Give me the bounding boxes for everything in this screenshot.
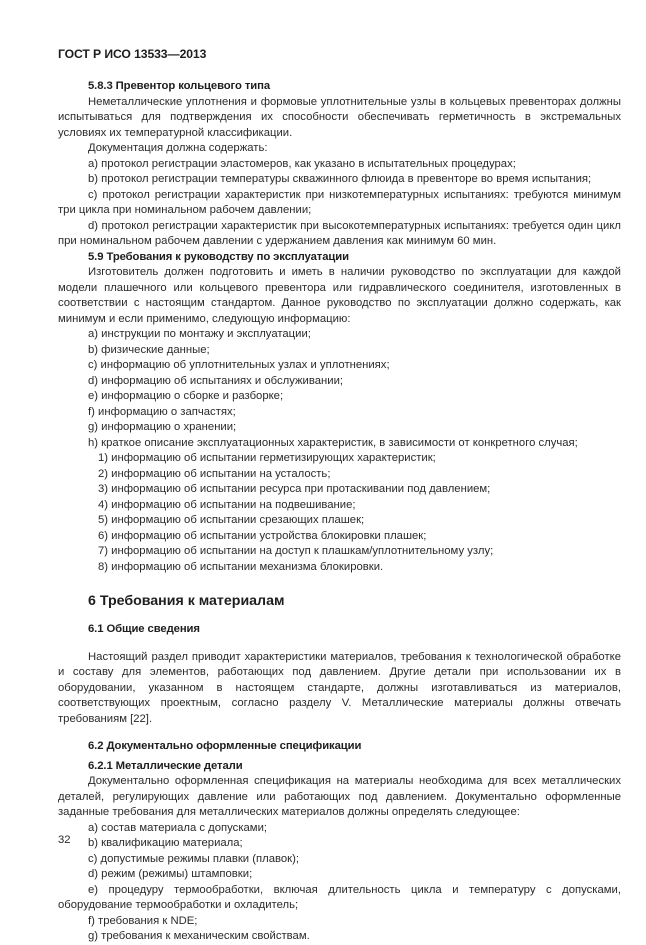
sub-list-item: 4) информацию об испытании на подвешивание; — [98, 498, 356, 511]
heading-5-9: 5.9 Требования к руководству по эксплуатации — [88, 250, 349, 263]
list-item: e) процедуру термообработки, включая длительность цикла и температуру с допусками, оборудование термообработки и охладитель; — [58, 883, 621, 911]
list-item: a) инструкции по монтажу и эксплуатации; — [88, 328, 311, 340]
list-item: c) информацию об уплотнительных узлах и уплотнениях; — [88, 359, 390, 371]
heading-5-8-3: 5.8.3 Превентор кольцевого типа — [88, 80, 271, 92]
paragraph: Документально оформленная спецификация на материалы необходима для всех металлических деталей, регулирующих давление или работающих под давлением. Документально оформленные заданные требования для металлических материалов должны определять следующее: — [58, 775, 621, 818]
list-item: e) информацию о сборке и разборке; — [88, 390, 284, 402]
list-item: c) допустимые режимы плавки (плавок); — [88, 852, 299, 865]
list-item: d) протокол регистрации характеристик при высокотемпературных испытаниях: требуется один цикл при номинальном рабочем давлении с удержанием давления как минимум 60 мин. — [58, 219, 621, 247]
heading-6-2: 6.2 Документально оформленные спецификации — [88, 740, 362, 752]
paragraph: Изготовитель должен подготовить и иметь в наличии руководство по эксплуатации для каждой модели плашечного или кольцевого превентора или гидравлического соединителя, изготовленных в соответствии с настоящим стандартом. Данное руководство по эксплуатации должно содержать, как минимум и если применимо, следующую информацию: — [58, 266, 621, 325]
list-item: g) информацию о хранении; — [88, 421, 237, 433]
page-number: 32 — [58, 834, 71, 846]
sub-list-item: 6) информацию об испытании устройства блокировки плашек; — [98, 529, 427, 542]
sub-list-item: 7) информацию об испытании на доступ к плашкам/уплотнительному узлу; — [98, 545, 494, 557]
spacer — [58, 611, 621, 622]
sub-list-item: 5) информацию об испытании срезающих плашек; — [98, 514, 365, 526]
list-item: a) протокол регистрации эластомеров, как указано в испытательных процедурах; — [88, 157, 516, 170]
paragraph: Документация должна содержать: — [88, 142, 268, 154]
document-body — [58, 79, 621, 945]
list-item: d) информацию об испытаниях и обслуживании; — [88, 374, 344, 387]
list-item: a) состав материала с допусками; — [88, 821, 268, 834]
sub-list-item: 2) информацию об испытании на усталость; — [98, 467, 331, 480]
list-item: b) протокол регистрации температуры скважинного флюида в превенторе во время испытания; — [88, 173, 592, 185]
heading-6: 6 Требования к материалам — [88, 593, 285, 609]
spacer — [58, 638, 621, 650]
paragraph: Настоящий раздел приводит характеристики материалов, требования к технологической обработке и составу для элементов, работающих под давлением. Другие детали при использовании их в оборудовании, указанном в настоящем стандарте, должны изготавливаться из материалов, соответствующих проектным, согласно разделу V. Металлические материалы должны отвечать требованиям [22]. — [58, 650, 621, 725]
sub-list-item: 1) информацию об испытании герметизирующих характеристик; — [98, 452, 436, 464]
document-header: ГОСТ Р ИСО 13533—2013 — [58, 47, 207, 61]
list-item: b) физические данные; — [88, 343, 210, 356]
list-item: f) информацию о запчастях; — [88, 405, 236, 418]
heading-6-1: 6.1 Общие сведения — [88, 623, 200, 635]
paragraph: Неметаллические уплотнения и формовые уплотнительные узлы в кольцевых превенторах должны испытываться для подтверждения их способности обеспечивать герметичность в экстремальных условиях их температурной классификации. — [58, 95, 621, 139]
sub-list-item: 8) информацию об испытании механизма блокировки. — [98, 560, 384, 573]
spacer — [58, 727, 621, 739]
sub-list-item: 3) информацию об испытании ресурса при протаскивании под давлением; — [98, 483, 491, 495]
list-item: g) требования к механическим свойствам. — [88, 930, 310, 942]
list-item: h) краткое описание эксплуатационных характеристик, в зависимости от конкретного случая; — [88, 436, 578, 449]
list-item: b) квалификацию материала; — [88, 837, 243, 849]
list-item: c) протокол регистрации характеристик при низкотемпературных испытаниях: требуются минимум три цикла при номинальном рабочем давлении; — [58, 188, 621, 216]
list-item: d) режим (режимы) штамповки; — [88, 868, 253, 880]
list-item: f) требования к NDE; — [88, 914, 198, 927]
heading-6-2-1: 6.2.1 Металлические детали — [88, 759, 243, 772]
